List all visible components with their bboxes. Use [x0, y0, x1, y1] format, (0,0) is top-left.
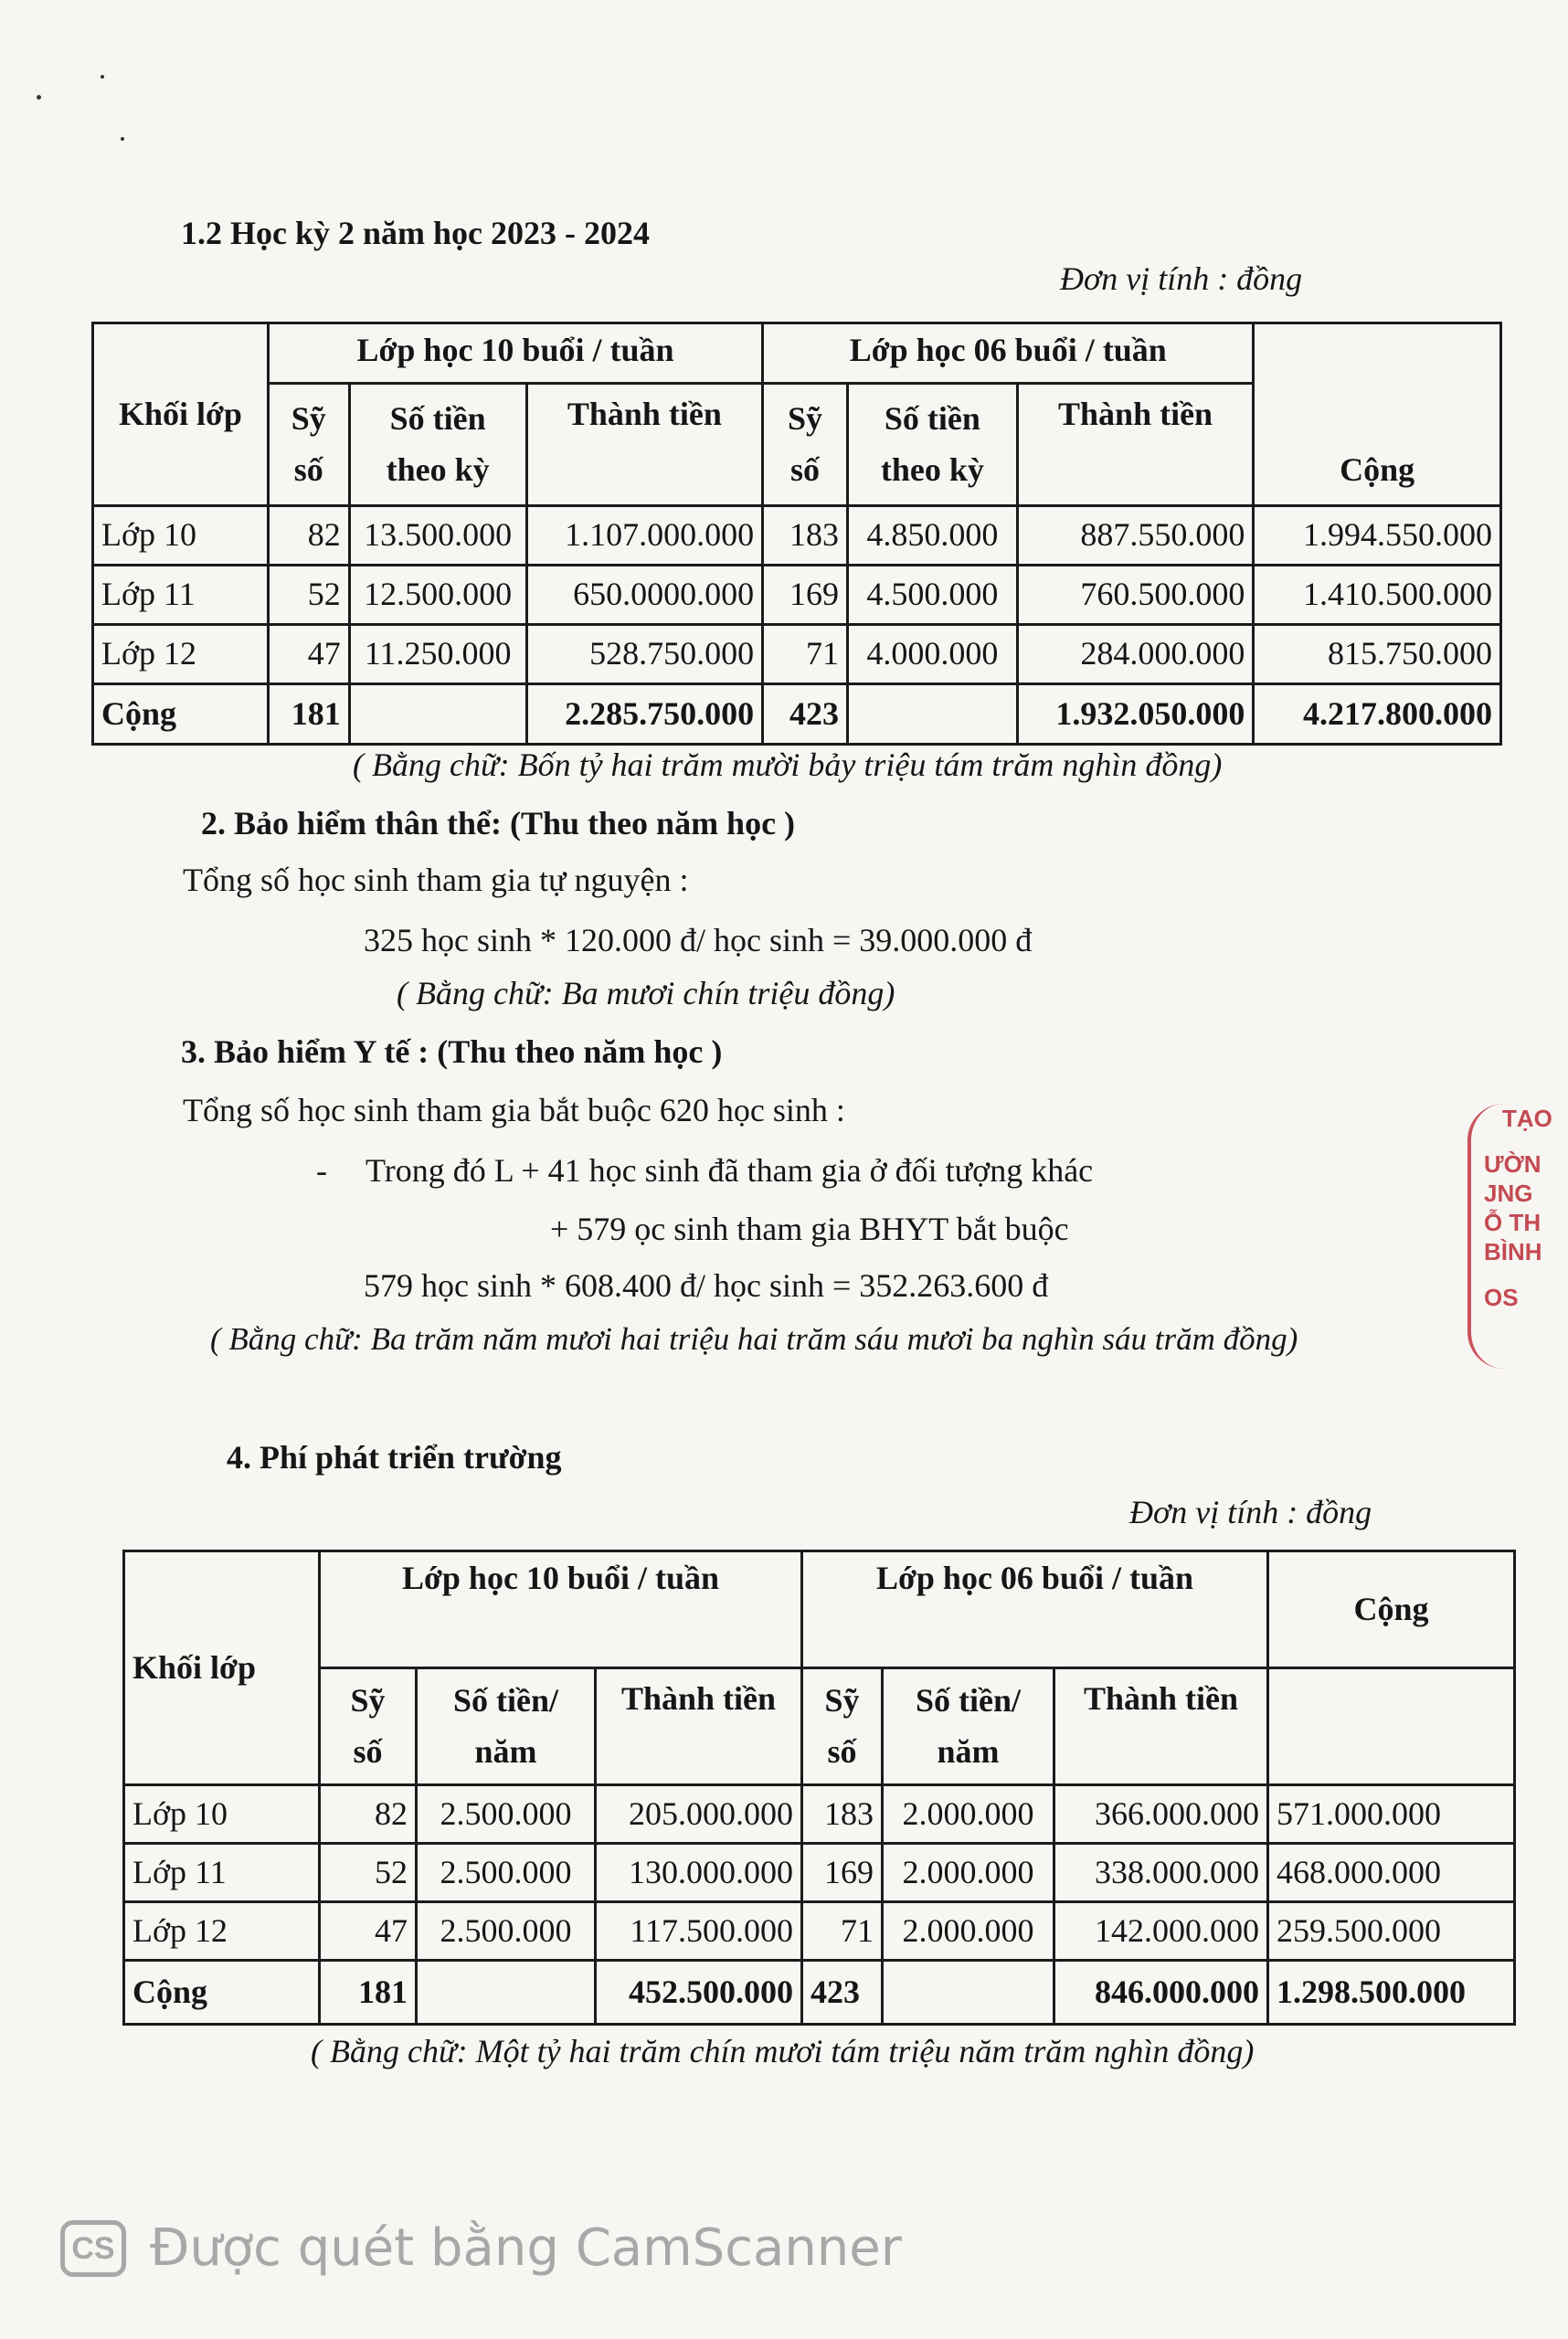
amount-cell [349, 684, 526, 745]
amount-cell: 2.500.000 [417, 1844, 596, 1902]
camscanner-logo: CS [60, 2220, 126, 2277]
total-cell: 1.410.500.000 [1254, 566, 1501, 625]
total-cell: 1.994.550.000 [1254, 506, 1501, 566]
section-2-calc: 325 học sinh * 120.000 đ/ học sinh = 39.000.000 đ [364, 922, 1033, 958]
section-3-in-words: ( Bằng chữ: Ba trăm năm mươi hai triệu hai trăm sáu mươi ba nghìn sáu trăm đồng) [210, 1321, 1298, 1357]
tuition-table [91, 322, 1502, 746]
amount-cell: 2.000.000 [883, 1785, 1054, 1844]
development-fee-table [122, 1550, 1516, 2026]
group-06-sessions-header: Lớp học 06 buổi / tuần [763, 323, 1254, 384]
student-count-cell: 183 [802, 1785, 883, 1844]
student-count-cell: 183 [763, 506, 848, 566]
student-count-cell: 82 [320, 1785, 417, 1844]
section-4-title: 4. Phí phát triển trường [227, 1439, 562, 1476]
sub-sy-so: Sỹ số [268, 384, 349, 506]
amount-cell: 4.000.000 [848, 625, 1018, 684]
col-grade-header: Khối lớp [124, 1551, 320, 1785]
sub-subtotal: Thành tiền [526, 384, 763, 506]
table-row [93, 506, 1501, 566]
official-stamp: TẠO ƯỜN JNG Ỗ TH BÌNH OS [1467, 1104, 1568, 1369]
student-count-cell: 181 [320, 1961, 417, 2025]
amount-cell: 12.500.000 [349, 566, 526, 625]
group-10-sessions-header: Lớp học 10 buổi / tuần [268, 323, 762, 384]
section-3-calc: 579 học sinh * 608.400 đ/ học sinh = 352.263.600 đ [364, 1267, 1049, 1304]
student-count-cell: 423 [802, 1961, 883, 2025]
amount-cell: 2.500.000 [417, 1785, 596, 1844]
student-count-cell: 71 [763, 625, 848, 684]
subtotal-cell: 1.932.050.000 [1017, 684, 1254, 745]
section-2-line1: Tổng số học sinh tham gia tự nguyện : [183, 862, 689, 898]
camscanner-watermark: Được quét bằng CamScanner [150, 2218, 902, 2278]
group-06-sessions-header: Lớp học 06 buổi / tuần [802, 1551, 1268, 1668]
sub-amount: Số tiền theo kỳ [349, 384, 526, 506]
table-row [124, 1844, 1515, 1902]
total-cell: 468.000.000 [1268, 1844, 1515, 1902]
subtotal-cell: 650.0000.000 [526, 566, 763, 625]
scan-speck [37, 95, 41, 100]
sub-sy-so: Sỹ số [802, 1668, 883, 1785]
section-2-title: 2. Bảo hiểm thân thể: (Thu theo năm học ) [201, 805, 796, 841]
subtotal-cell: 2.285.750.000 [526, 684, 763, 745]
sub-sy-so: Sỹ số [763, 384, 848, 506]
grade-cell: Lớp 11 [124, 1844, 320, 1902]
amount-cell [417, 1961, 596, 2025]
section-1-2-title: 1.2 Học kỳ 2 năm học 2023 - 2024 [181, 215, 650, 251]
subtotal-cell: 284.000.000 [1017, 625, 1254, 684]
section-3-line3: + 579 ọc sinh tham gia BHYT bắt buộc [550, 1211, 1069, 1247]
sub-sy-so: Sỹ số [320, 1668, 417, 1785]
subtotal-cell: 117.500.000 [596, 1902, 802, 1961]
amount-cell: 4.850.000 [848, 506, 1018, 566]
student-count-cell: 169 [802, 1844, 883, 1902]
sub-amount: Số tiền theo kỳ [848, 384, 1018, 506]
student-count-cell: 47 [320, 1902, 417, 1961]
student-count-cell: 169 [763, 566, 848, 625]
subtotal-cell: 338.000.000 [1054, 1844, 1268, 1902]
section-1-2-unit: Đơn vị tính : đồng [1060, 260, 1303, 297]
sub-amount: Số tiền/ năm [883, 1668, 1054, 1785]
subtotal-cell: 366.000.000 [1054, 1785, 1268, 1844]
sub-subtotal: Thành tiền [1017, 384, 1254, 506]
subtotal-cell: 528.750.000 [526, 625, 763, 684]
subtotal-cell: 887.550.000 [1017, 506, 1254, 566]
table-row [124, 1902, 1515, 1961]
subtotal-cell: 142.000.000 [1054, 1902, 1268, 1961]
amount-cell: 2.000.000 [883, 1844, 1054, 1902]
amount-cell: 4.500.000 [848, 566, 1018, 625]
section-4-unit: Đơn vị tính : đồng [1129, 1494, 1372, 1530]
grade-cell: Cộng [124, 1961, 320, 2025]
total-cell: 4.217.800.000 [1254, 684, 1501, 745]
student-count-cell: 52 [268, 566, 349, 625]
grade-cell: Lớp 10 [124, 1785, 320, 1844]
grade-cell: Cộng [93, 684, 269, 745]
col-grade-header: Khối lớp [93, 323, 269, 506]
subtotal-cell: 1.107.000.000 [526, 506, 763, 566]
student-count-cell: 71 [802, 1902, 883, 1961]
total-cell: 1.298.500.000 [1268, 1961, 1515, 2025]
grade-cell: Lớp 12 [124, 1902, 320, 1961]
grade-cell: Lớp 11 [93, 566, 269, 625]
section-3-line2: Trong đó L + 41 học sinh đã tham gia ở đối tượng khác [366, 1152, 1094, 1189]
student-count-cell: 181 [268, 684, 349, 745]
table-row [93, 625, 1501, 684]
subtotal-cell: 130.000.000 [596, 1844, 802, 1902]
scan-speck [121, 137, 124, 141]
amount-cell: 2.500.000 [417, 1902, 596, 1961]
student-count-cell: 47 [268, 625, 349, 684]
student-count-cell: 52 [320, 1844, 417, 1902]
section-3-title: 3. Bảo hiểm Y tế : (Thu theo năm học ) [181, 1033, 723, 1070]
section-4-in-words: ( Bằng chữ: Một tỷ hai trăm chín mươi tám triệu năm trăm nghìn đồng) [311, 2033, 1255, 2069]
amount-cell: 11.250.000 [349, 625, 526, 684]
amount-cell: 2.000.000 [883, 1902, 1054, 1961]
subtotal-cell: 846.000.000 [1054, 1961, 1268, 2025]
total-cell: 571.000.000 [1268, 1785, 1515, 1844]
sub-subtotal: Thành tiền [1054, 1668, 1268, 1785]
subtotal-cell: 760.500.000 [1017, 566, 1254, 625]
total-cell: 259.500.000 [1268, 1902, 1515, 1961]
table-row [93, 566, 1501, 625]
student-count-cell: 423 [763, 684, 848, 745]
amount-cell: 13.500.000 [349, 506, 526, 566]
empty-cell [1268, 1668, 1515, 1785]
section-3-dash: - [316, 1152, 327, 1189]
student-count-cell: 82 [268, 506, 349, 566]
grade-cell: Lớp 10 [93, 506, 269, 566]
amount-cell [883, 1961, 1054, 2025]
grade-cell: Lớp 12 [93, 625, 269, 684]
sub-amount: Số tiền/ năm [417, 1668, 596, 1785]
group-10-sessions-header: Lớp học 10 buổi / tuần [320, 1551, 802, 1668]
col-total-header: Cộng [1268, 1551, 1515, 1668]
subtotal-cell: 205.000.000 [596, 1785, 802, 1844]
table-total-row [93, 684, 1501, 745]
section-1-2-in-words: ( Bằng chữ: Bốn tỷ hai trăm mười bảy triệu tám trăm nghìn đồng) [353, 746, 1223, 783]
table-row [124, 1785, 1515, 1844]
total-cell: 815.750.000 [1254, 625, 1501, 684]
table-total-row [124, 1961, 1515, 2025]
subtotal-cell: 452.500.000 [596, 1961, 802, 2025]
scan-speck [101, 75, 104, 79]
col-total-header: Cộng [1254, 323, 1501, 506]
amount-cell [848, 684, 1018, 745]
section-3-line1: Tổng số học sinh tham gia bắt buộc 620 học sinh : [183, 1092, 845, 1128]
section-2-in-words: ( Bằng chữ: Ba mươi chín triệu đồng) [397, 975, 895, 1011]
sub-subtotal: Thành tiền [596, 1668, 802, 1785]
